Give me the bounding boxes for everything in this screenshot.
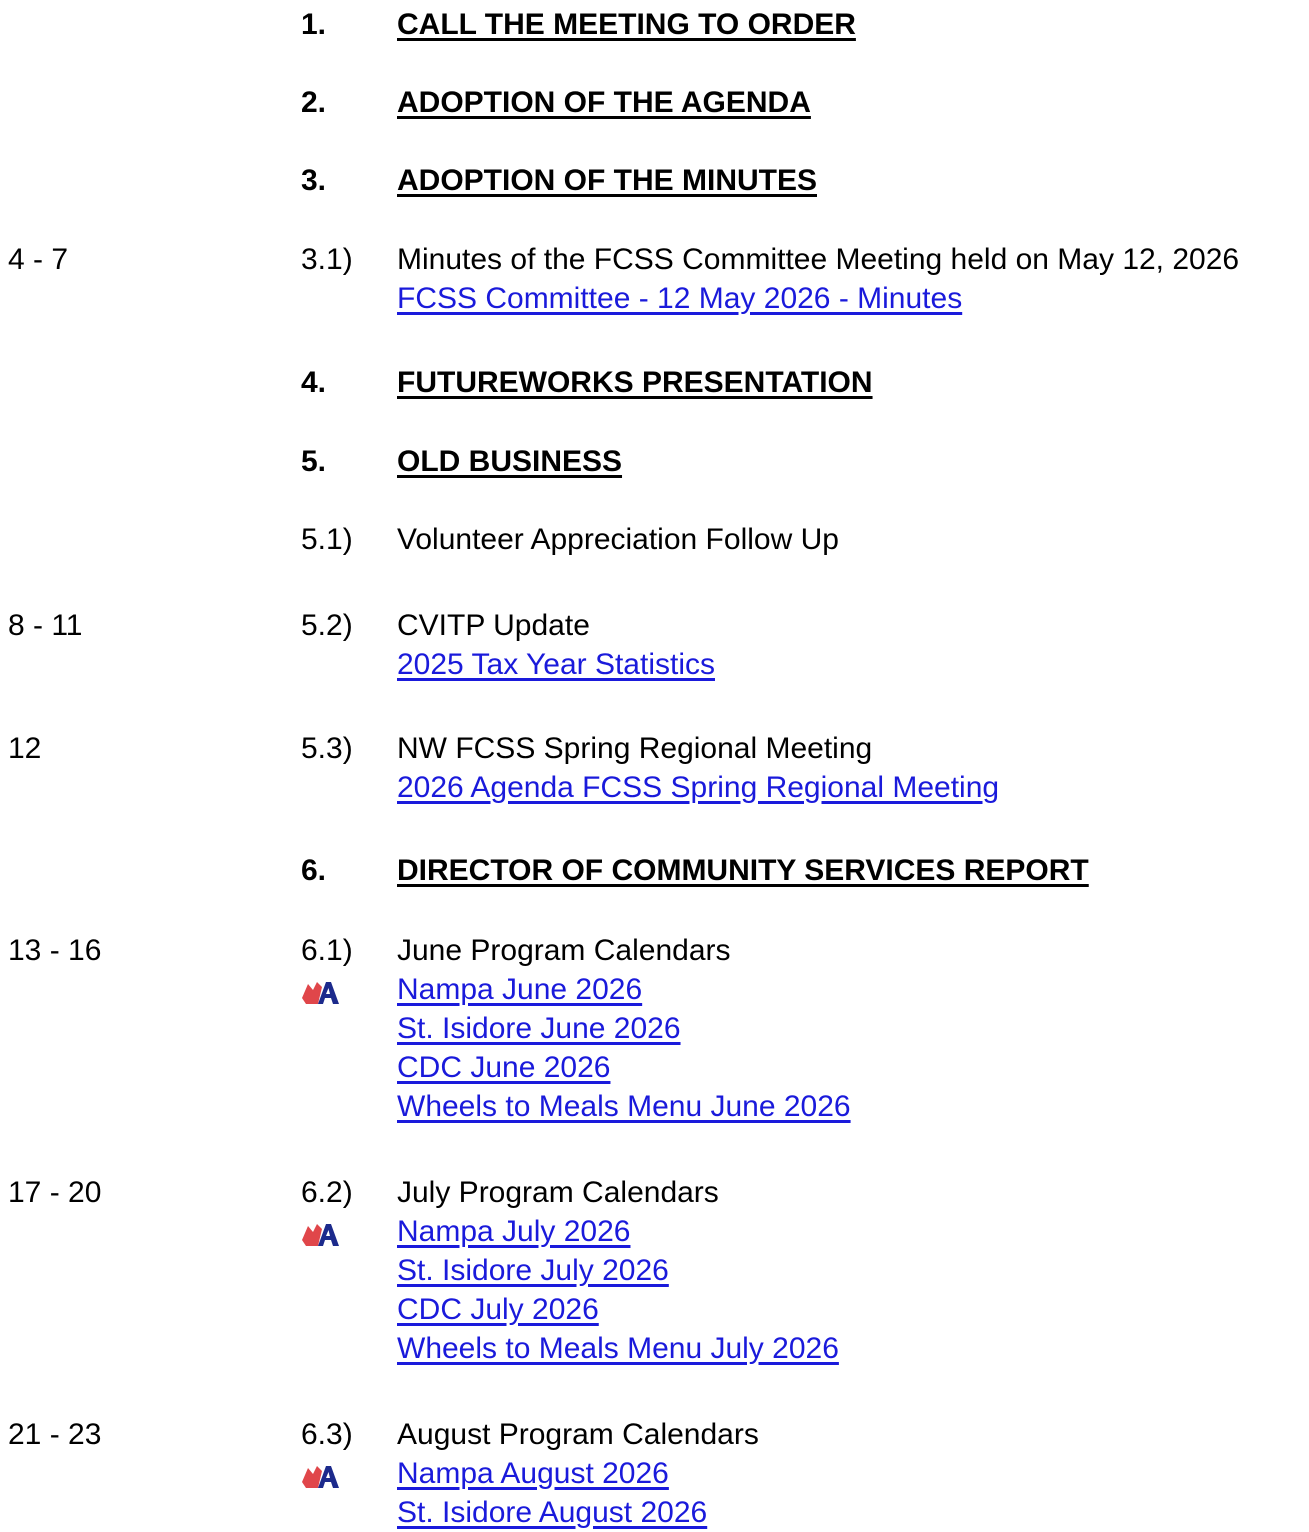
item-title: June Program Calendars <box>397 934 731 967</box>
section-title: ADOPTION OF THE AGENDA <box>397 86 811 119</box>
item-content <box>397 931 851 1126</box>
attachment-link[interactable]: St. Isidore July 2026 <box>397 1254 669 1287</box>
item-title: CVITP Update <box>397 609 590 642</box>
item-content <box>397 1173 839 1368</box>
item-title: Volunteer Appreciation Follow Up <box>397 523 839 556</box>
item-number: 6.1) <box>301 934 353 967</box>
item-title: NW FCSS Spring Regional Meeting <box>397 732 873 765</box>
attachment-link[interactable]: Nampa August 2026 <box>397 1457 669 1490</box>
section-number: 4. <box>301 366 327 399</box>
attachment-icon[interactable] <box>300 978 344 1006</box>
page-range: 8 - 11 <box>8 609 83 642</box>
attachment-link[interactable]: CDC June 2026 <box>397 1051 611 1084</box>
section-number: 5. <box>301 445 327 478</box>
page-range: 21 - 23 <box>8 1418 102 1451</box>
page-range: 12 <box>8 732 42 765</box>
attachment-link[interactable]: Nampa June 2026 <box>397 973 643 1006</box>
attachment-link[interactable]: FCSS Committee - 12 May 2026 - Minutes <box>397 282 963 315</box>
attachment-link[interactable]: Wheels to Meals Menu June 2026 <box>397 1090 851 1123</box>
attachment-link[interactable]: St. Isidore June 2026 <box>397 1012 681 1045</box>
item-number: 6.3) <box>301 1418 353 1451</box>
item-content <box>397 606 715 684</box>
section-title: DIRECTOR OF COMMUNITY SERVICES REPORT <box>397 854 1089 887</box>
attachment-icon[interactable] <box>300 1220 344 1248</box>
section-number: 2. <box>301 86 327 119</box>
item-title: Minutes of the FCSS Committee Meeting held on May 12, 2026 <box>397 243 1240 276</box>
attachment-link[interactable]: 2026 Agenda FCSS Spring Regional Meeting <box>397 771 1000 804</box>
page-range: 13 - 16 <box>8 934 102 967</box>
page-range: 17 - 20 <box>8 1176 102 1209</box>
section-title: CALL THE MEETING TO ORDER <box>397 8 856 41</box>
page-range: 4 - 7 <box>8 243 69 276</box>
attachment-link[interactable]: St. Isidore August 2026 <box>397 1496 708 1529</box>
attachment-link[interactable]: CDC July 2026 <box>397 1293 599 1326</box>
attachment-link[interactable]: Wheels to Meals Menu July 2026 <box>397 1332 839 1365</box>
section-number: 3. <box>301 164 327 197</box>
attachment-link[interactable]: 2025 Tax Year Statistics <box>397 648 715 681</box>
item-number: 3.1) <box>301 243 353 276</box>
attachment-icon[interactable] <box>300 1462 344 1490</box>
attachment-link[interactable]: Nampa July 2026 <box>397 1215 631 1248</box>
item-number: 5.2) <box>301 609 353 642</box>
section-number: 6. <box>301 854 327 887</box>
item-number: 5.3) <box>301 732 353 765</box>
item-content <box>397 1415 759 1532</box>
item-content <box>397 240 1239 318</box>
item-content <box>397 520 839 559</box>
item-content <box>397 729 999 807</box>
item-number: 6.2) <box>301 1176 353 1209</box>
section-title: ADOPTION OF THE MINUTES <box>397 164 817 197</box>
item-number: 5.1) <box>301 523 353 556</box>
item-title: August Program Calendars <box>397 1418 759 1451</box>
section-title: FUTUREWORKS PRESENTATION <box>397 366 873 399</box>
item-title: July Program Calendars <box>397 1176 719 1209</box>
section-title: OLD BUSINESS <box>397 445 623 478</box>
section-number: 1. <box>301 8 327 41</box>
